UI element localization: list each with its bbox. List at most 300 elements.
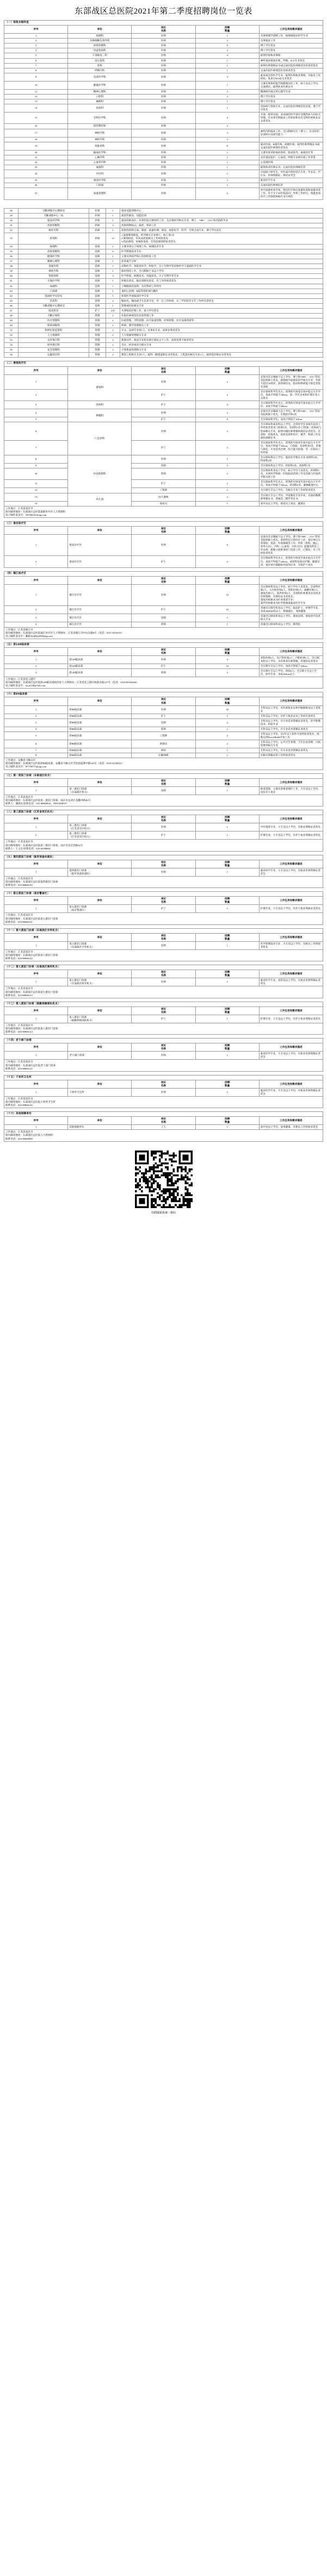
section-footer-row — [4, 1096, 323, 1108]
cell-index: 1 — [4, 941, 68, 949]
table-row — [4, 165, 323, 170]
section-heading-row — [4, 810, 323, 815]
cell-post-name: 医师 — [132, 183, 195, 188]
cell-unit: 第三派驻门诊部 （江苏省军区机关） — [68, 823, 132, 831]
table-row — [4, 348, 323, 353]
cell-index: 8 — [4, 753, 68, 758]
column-header-row — [4, 1117, 323, 1125]
table-row — [4, 245, 323, 249]
cell-index: 3 — [4, 401, 68, 409]
cell-count: 1 — [195, 753, 259, 758]
cell-count: 2 — [195, 440, 259, 455]
cell-post-name: 护士 — [132, 664, 195, 669]
cell-index: 49 — [4, 318, 18, 323]
table-row — [4, 338, 323, 343]
column-header-count: 招聘 数量 — [195, 815, 259, 823]
cell-count: 1 — [195, 823, 259, 831]
table-row — [4, 488, 323, 493]
cell-count: 1 — [106, 303, 120, 308]
cell-description: 脑电图室工作，全日制硕士及以上学历 — [120, 269, 323, 274]
page-break — [4, 203, 323, 208]
cell-description: 全日制本科学历为主，优秀的可放宽至高中起点大专学历，身高不得低于160cm。药剂科2名，静脉配置中心 — [259, 480, 323, 488]
cell-post-name: 药师 — [89, 228, 106, 233]
column-header-index: 序号 — [4, 815, 68, 823]
table-row — [4, 95, 323, 99]
cell-post-name: 护士 — [132, 905, 195, 913]
table-row — [4, 440, 323, 455]
cell-unit: 镇江医疗区 — [68, 622, 132, 627]
table-row — [4, 323, 323, 328]
table-row — [4, 160, 323, 165]
cell-count: 3 — [195, 178, 259, 183]
cell-unit: 呼吸内科 — [68, 68, 132, 73]
cell-index: 38 — [4, 264, 18, 269]
cell-description: 医学影像技术专业 — [120, 249, 323, 254]
cell-description: 主要从事体检报告和健康评估工作，硕士及以上学历，完成规培、取得执业医师证书 — [259, 81, 323, 89]
section-footer — [4, 840, 323, 851]
cell-post-name: 医师 — [132, 374, 195, 389]
cell-count: 5 — [106, 293, 120, 298]
cell-description: 博士学历优先 — [259, 48, 323, 53]
cell-count: 1 — [106, 284, 120, 289]
cell-description: 骨科医师1人，妇产科医师2人，内科医师1人。全日制本科以上学历，具有执业医师资格，有规培证者优先 — [259, 655, 323, 664]
qr-caption: 招聘邮箱系统二维码 — [151, 1211, 176, 1215]
section-table — [4, 642, 323, 689]
section-heading-row — [4, 1039, 323, 1043]
cell-unit: 原149临床部 — [68, 664, 132, 669]
cell-index: 1 — [4, 584, 68, 605]
cell-unit: 镇江医疗区 — [68, 606, 132, 614]
cell-description: 胚胎实验室、临床诊断实验室，有工作经验者优先 — [120, 279, 323, 284]
table-row — [4, 978, 323, 986]
cell-post-name: 医师 — [132, 43, 195, 48]
cell-index: 1 — [4, 705, 68, 714]
cell-unit: 基础医学实验室 — [18, 293, 89, 298]
column-header-post: 岗位 名称 — [132, 778, 195, 786]
cell-unit: 皮肤科 — [68, 104, 132, 112]
cell-unit: 医疗管理科 — [18, 318, 89, 323]
cell-post-name: 技师 — [89, 254, 106, 259]
column-header-unit: 单位 — [68, 897, 132, 905]
cell-unit: 镇江医疗区 — [68, 614, 132, 622]
cell-description: 临床医学专业，本科及以上学历，有执业医师资格证者优先 — [259, 978, 323, 986]
table-row — [4, 183, 323, 188]
footer-line: 电子邮件发送至：877709772@qq.com — [5, 765, 47, 768]
cell-unit: 原86临床部 — [68, 731, 132, 740]
table-row — [4, 333, 323, 338]
table-row — [4, 622, 323, 627]
cell-index: 46 — [4, 303, 18, 308]
cell-description: 医学检验、病理技术、电镜技术、分子生物学等专业 — [120, 274, 323, 279]
column-header-unit: 单位 — [68, 576, 132, 584]
cell-description: 动物医学、预防兽医学、检验学、分子生物学等动物医学与基础医学专业 — [120, 264, 323, 269]
cell-description: 取得执业医师证书，完成住院医师规培者 — [259, 165, 323, 170]
cell-index: 10 — [4, 81, 68, 89]
cell-count: 2 — [195, 188, 259, 199]
cell-count: 3 — [195, 422, 259, 440]
cell-index: 2 — [4, 389, 68, 401]
table-row — [4, 254, 323, 259]
section-heading-row — [4, 855, 323, 860]
cell-count: 1 — [195, 34, 259, 39]
cell-description: 神经内科临床工作，全日制研究生（博士），有良好的培训经历及研究能力 — [259, 129, 323, 137]
footer-line: 联系电话：025-80866123 — [5, 993, 33, 997]
table-row — [4, 718, 323, 727]
cell-index: 30 — [4, 218, 18, 223]
cell-unit: 信息科 — [18, 298, 89, 303]
table-row — [4, 289, 323, 293]
cell-post-name: 医师 — [132, 178, 195, 183]
cell-count: 1 — [195, 748, 259, 753]
cell-index: 39 — [4, 269, 18, 274]
cell-unit: 感染科 — [68, 374, 132, 401]
cell-unit: 病理科 — [68, 34, 132, 39]
section-footer — [4, 876, 323, 887]
cell-count: 2 — [195, 374, 259, 389]
section-table — [4, 361, 323, 517]
cell-post-name: 技师 — [132, 786, 195, 795]
table-row — [4, 823, 323, 831]
cell-description: 开展一般常见病、多发病的医学诊疗及慢性病人的综合管理，有从事全科临床工作经验和具有全科医师执业证书者优先 — [259, 112, 323, 124]
cell-post-name: 财经 — [132, 748, 195, 753]
cell-unit: 中医科 — [68, 170, 132, 178]
section-footer-row — [4, 1060, 323, 1071]
column-header-post: 岗位 名称 — [132, 366, 195, 374]
cell-index: 50 — [4, 323, 18, 328]
section-table — [4, 891, 323, 925]
cell-index: 6 — [4, 740, 68, 748]
cell-count: 1 — [195, 81, 259, 89]
cell-post-name: 医师 — [132, 129, 195, 137]
footer-line: 联系电话：025-80866126 — [5, 1104, 33, 1107]
cell-description: 干细胞质控技师，具有科研工作经历 — [120, 284, 323, 289]
cell-description: 普通全日制本科及以上学历，康复技师，康复治疗技术相关专业 — [259, 614, 323, 622]
cell-post-name: 技师 — [132, 718, 195, 727]
table-row — [4, 501, 323, 506]
cell-unit: 核医学科 — [18, 228, 89, 233]
section-table — [4, 692, 323, 770]
cell-description: 从事病理学诊断工作，病理或临床医学专业 — [259, 34, 323, 39]
qr-code-image[interactable] — [135, 1151, 193, 1208]
section-footer — [4, 1130, 323, 1141]
qr-code-block — [0, 1151, 327, 1215]
cell-index: 1 — [4, 868, 68, 876]
cell-description: 临床医师、B超医师、病理医师，取得医师资格证书或完成住院医师规培者优先 — [259, 142, 323, 150]
cell-count: 2 — [195, 740, 259, 748]
cell-post-name: 护士 — [132, 606, 195, 614]
cell-post-name: 医师 — [132, 584, 195, 605]
cell-count: 1 — [195, 68, 259, 73]
column-header-count: 招聘 数量 — [195, 576, 259, 584]
cell-description: 临床医学专业，大专及以上学历，有执业医师资格证者优先 — [259, 1088, 323, 1096]
cell-count: 8 — [195, 43, 259, 48]
cell-unit: 医技保障科 — [68, 455, 132, 493]
table-row — [4, 81, 323, 89]
column-header-desc: 工作任务和需求描述 — [259, 815, 323, 823]
section-table — [4, 1111, 323, 1141]
cell-unit: 淮安医疗区 — [68, 556, 132, 567]
table-row — [4, 249, 323, 254]
cell-index: 12 — [4, 488, 68, 493]
cell-unit: 原149临床部 — [68, 669, 132, 677]
cell-index: 1 — [4, 1015, 68, 1023]
cell-count: 3 — [195, 464, 259, 468]
cell-description: 全日制本科学历为主，优秀的可放宽至高中起点大专学历，身高不得低于160cm — [259, 401, 323, 409]
cell-index: 3 — [4, 718, 68, 727]
table-row — [4, 188, 323, 199]
cell-count: 1 — [195, 727, 259, 731]
section-footer — [4, 986, 323, 998]
footer-line: 联系人：潘锦炎 联系电话：025-80882843，18951008707 — [5, 802, 67, 805]
cell-description: 编码员，编码或卫生信息专业，有一定工作经验，在三甲医院有五年工作经历者优先 — [120, 298, 323, 303]
cell-description: 必须为全日制硕士以上学历，博士和“985”、“211”等知名院校硕士优先。感染病学或重症医学相关专业，年龄不超过35周岁，获得规培证、临床和科研能力俱佳者优先录取 — [259, 374, 323, 389]
cell-count: 2 — [195, 669, 259, 677]
cell-description: 建筑工程相关专业1人，取得一级建造师证书者优先；工程造价相关专业1人，取得造价师证书者优先 — [120, 353, 323, 358]
cell-index: 14 — [4, 501, 68, 506]
column-header-desc: 工作任务和需求描述 — [259, 1117, 323, 1125]
cell-index: 3 — [4, 669, 68, 677]
cell-index: 56 — [4, 353, 18, 358]
table-row — [4, 905, 323, 913]
cell-count: 5 — [195, 455, 259, 463]
table-row — [4, 68, 323, 73]
cell-description: 护理专业，大专及以上学历，有护士执业资格证者优先 — [259, 1015, 323, 1023]
cell-post-name: 医师 — [132, 155, 195, 160]
column-header-count: 招聘 数量 — [195, 697, 259, 705]
cell-description: 人力资源管理相关专业 — [120, 333, 323, 338]
cell-count: 1 — [106, 208, 120, 213]
cell-post-name: 药师 — [89, 223, 106, 228]
table-row — [4, 664, 323, 669]
column-header-row — [4, 778, 323, 786]
cell-post-name: 管理 — [89, 318, 106, 323]
cell-post-name: 工程师 — [132, 488, 195, 493]
document-page — [0, 5, 327, 1220]
cell-count: 1 — [195, 941, 259, 949]
section-footer-row — [4, 758, 323, 770]
cell-description: 会计、经济或审计相关专业 — [120, 343, 323, 348]
footer-line: 简历邮寄地址：东部战区总医院第七派驻门诊部 — [5, 990, 58, 993]
cell-unit: 放射诊断科 — [68, 43, 132, 48]
cell-description: 临床医学专业，大专及以上学历，有执业医师资格证者优先 — [259, 1052, 323, 1060]
cell-count: 1 — [195, 63, 259, 68]
section-heading-row — [4, 21, 323, 26]
cell-description: 全日制本科以上学历。检验科2名、放射科1名 — [259, 464, 323, 468]
table-row — [4, 279, 323, 284]
cell-count: 2 — [106, 298, 120, 303]
cell-post-name: 护士 — [132, 417, 195, 422]
cell-post-name: 医师 — [132, 422, 195, 440]
footer-line: 联系电话：025-80866121 — [5, 920, 33, 923]
cell-unit: 原149临床部 — [68, 655, 132, 664]
section-footer — [4, 949, 323, 961]
cell-unit: 药剂科 — [18, 233, 89, 244]
cell-unit: 干部病房二科 — [68, 53, 132, 58]
table-row — [4, 535, 323, 556]
cell-post-name: 医师 — [132, 124, 195, 129]
cell-post-name: 医师 — [132, 409, 195, 417]
table-row — [4, 233, 323, 244]
cell-post-name: 护士 — [89, 308, 106, 313]
table-row — [4, 208, 323, 213]
cell-index: 19 — [4, 142, 68, 150]
table-row — [4, 53, 323, 58]
cell-index: 41 — [4, 279, 18, 284]
column-header-count: 招聘 数量 — [195, 526, 259, 534]
footer-line: 工作地点：江苏省南京市 — [5, 987, 33, 990]
cell-description: 中文、法律专业各1人，从事本专业，成果显著者优先 — [120, 328, 323, 333]
cell-unit: 第一派驻门诊部 （东部战区机关） — [68, 786, 132, 795]
cell-unit: 原86临床部 — [68, 740, 132, 748]
cell-description: 主要从事超声和心电图检查工作 — [120, 254, 323, 259]
cell-description: 有相关资格证和工作经验者优先 — [259, 753, 323, 758]
section-table — [4, 810, 323, 852]
cell-post-name: 医师 — [132, 104, 195, 112]
cell-post-name: 医师 — [132, 868, 195, 876]
cell-unit: 卫勤训练中心教研室 — [18, 208, 89, 213]
cell-index: 18 — [4, 137, 68, 142]
section-heading: （十）第五派驻门诊部（南京警备区） — [4, 892, 323, 897]
footer-line: 电子邮件发送至：781946167@qq.com — [5, 513, 47, 516]
column-header-index: 序号 — [4, 697, 68, 705]
cell-count: 2 — [106, 348, 120, 353]
column-header-index: 序号 — [4, 366, 68, 374]
table-row — [4, 303, 323, 308]
cell-count: 1 — [195, 786, 259, 795]
cell-post-name: 技师 — [89, 269, 106, 274]
section-table — [4, 20, 323, 200]
cell-unit: 门急诊科 — [68, 422, 132, 455]
cell-description: 专科及以上学历，有医师执业证和中级职称及以上者优先 — [259, 705, 323, 714]
section-footer — [4, 1060, 323, 1071]
column-header-count: 招聘 数量 — [195, 1080, 259, 1088]
section-footer — [4, 1096, 323, 1108]
cell-count: 1 — [195, 99, 259, 104]
cell-unit: 原86临床部 — [68, 714, 132, 718]
table-row — [4, 124, 323, 129]
column-header-desc: 工作任务和需求描述 — [259, 1080, 323, 1088]
cell-description: 从事临床工作 — [259, 39, 323, 43]
cell-post-name: 助理员 — [132, 740, 195, 748]
cell-post-name: 技师 — [89, 284, 106, 289]
column-header-count: 招聘 数量 — [195, 1006, 259, 1015]
section-footer-row — [4, 949, 323, 961]
footer-line: 简历邮寄地址：东部战区总医院秦淮医疗区人力资源科 — [5, 510, 66, 513]
section-heading: （七）第一派驻门诊部（东部战区机关） — [4, 773, 323, 778]
column-header-post: 岗位 名称 — [132, 1043, 195, 1052]
column-header-count: 招聘 数量 — [195, 366, 259, 374]
cell-index: 36 — [4, 254, 18, 259]
cell-count: 1 — [195, 150, 259, 155]
column-header-unit: 单位 — [68, 815, 132, 823]
section-heading: （十三）第八派驻门诊部（联勤保障部队机关） — [4, 1002, 323, 1006]
section-heading-row — [4, 773, 323, 778]
cell-post-name: 技师 — [89, 289, 106, 293]
cell-description — [259, 124, 323, 129]
cell-unit: 宣传保卫科 — [18, 338, 89, 343]
table-row — [4, 422, 323, 440]
cell-count: 8 — [195, 417, 259, 422]
section-heading: （十四）老干部门诊部 — [4, 1039, 323, 1043]
cell-unit: 放射诊断科 — [18, 223, 89, 228]
cell-count: 2 — [195, 183, 259, 188]
cell-count: 4 — [195, 401, 259, 409]
cell-count: 1 — [195, 104, 259, 112]
table-row — [4, 43, 323, 48]
cell-post-name: 医师 — [132, 150, 195, 155]
column-header-index: 序号 — [4, 778, 68, 786]
footer-line: 联系人：王主任 联系电话：025-83388001 — [5, 847, 51, 850]
table-row — [4, 112, 323, 124]
cell-index: 13 — [4, 99, 68, 104]
column-header-count: 招聘 数量 — [195, 970, 259, 978]
table-row — [4, 464, 323, 468]
cell-description: 博士学历优先 — [259, 95, 323, 99]
column-header-index: 序号 — [4, 576, 68, 584]
table-row — [4, 274, 323, 279]
cell-description: 博士学历优先 — [259, 99, 323, 104]
cell-description: 全日制本科学历，身高不得低于160cm — [259, 417, 323, 422]
section-footer-row — [4, 1023, 323, 1034]
cell-description: 必须为全日制硕士以上学历，博士和“985”、“211”等知名院校硕士优先、生物治疗科2名 — [259, 409, 323, 417]
cell-index: 5 — [4, 53, 68, 58]
cell-count: 1 — [106, 245, 120, 249]
cell-description: 专科及以上学历，有专业技术资格证者优先 — [259, 727, 323, 731]
footer-line: 简历邮寄地址：东部战区总医院第六派驻门诊部 — [5, 954, 58, 956]
column-header-desc: 工作任务和需求描述 — [259, 860, 323, 868]
cell-count: 5 — [195, 714, 259, 718]
cell-count: 1 — [106, 289, 120, 293]
table-row — [4, 409, 323, 417]
section-heading-row — [4, 692, 323, 697]
section-table — [4, 773, 323, 807]
cell-unit: 组织纪检监察科 — [18, 328, 89, 333]
cell-post-name: 管理 — [89, 338, 106, 343]
footer-line: 联系电话：025-80866122 — [5, 957, 33, 960]
cell-index: 1 — [4, 823, 68, 831]
cell-unit: 烧伤整形科 — [68, 124, 132, 129]
cell-index: 8 — [4, 455, 68, 463]
cell-index: 2 — [4, 39, 68, 43]
cell-index: 2 — [4, 831, 68, 840]
cell-unit: 卫勤训练中心教研室 — [18, 303, 89, 308]
footer-line: 简历邮寄地址：东部战区总医院第三派驻门诊部，南京市北京西路32号 — [5, 843, 83, 847]
cell-count: 3 — [195, 137, 259, 142]
column-header-unit: 单位 — [68, 860, 132, 868]
cell-count: 2 — [195, 124, 259, 129]
cell-count: 8 — [195, 142, 259, 150]
cell-unit: 心胸外科 — [68, 155, 132, 160]
table-row — [4, 48, 323, 53]
cell-index: 35 — [4, 249, 18, 254]
table-row — [4, 308, 323, 313]
column-header-unit: 单位 — [68, 933, 132, 941]
cell-description: 全日制大专以上学历，学前教育专业毕业，具备幼教教师资格证书，普通话二级甲等证书 — [259, 493, 323, 501]
cell-count: 1 — [195, 622, 259, 627]
table-row — [4, 748, 323, 753]
cell-post-name: 管理 — [89, 353, 106, 358]
cell-count: 1 — [195, 1052, 259, 1060]
cell-description: 应届硕士研究生，中医或中西医结合专业，毕业证、学位证、医师资格证、规培证齐全 — [259, 170, 323, 178]
section-heading-row — [4, 965, 323, 970]
section-footer-row — [4, 840, 323, 851]
cell-description: 战创伤救治、技能培训 — [120, 213, 323, 218]
cell-count: 1 — [195, 831, 259, 840]
footer-line: 简历邮寄地址：东部战区总医院第五派驻门诊部 — [5, 917, 58, 920]
cell-post-name: 医师 — [132, 112, 195, 124]
table-row — [4, 655, 323, 664]
cell-count: 1 — [195, 978, 259, 986]
